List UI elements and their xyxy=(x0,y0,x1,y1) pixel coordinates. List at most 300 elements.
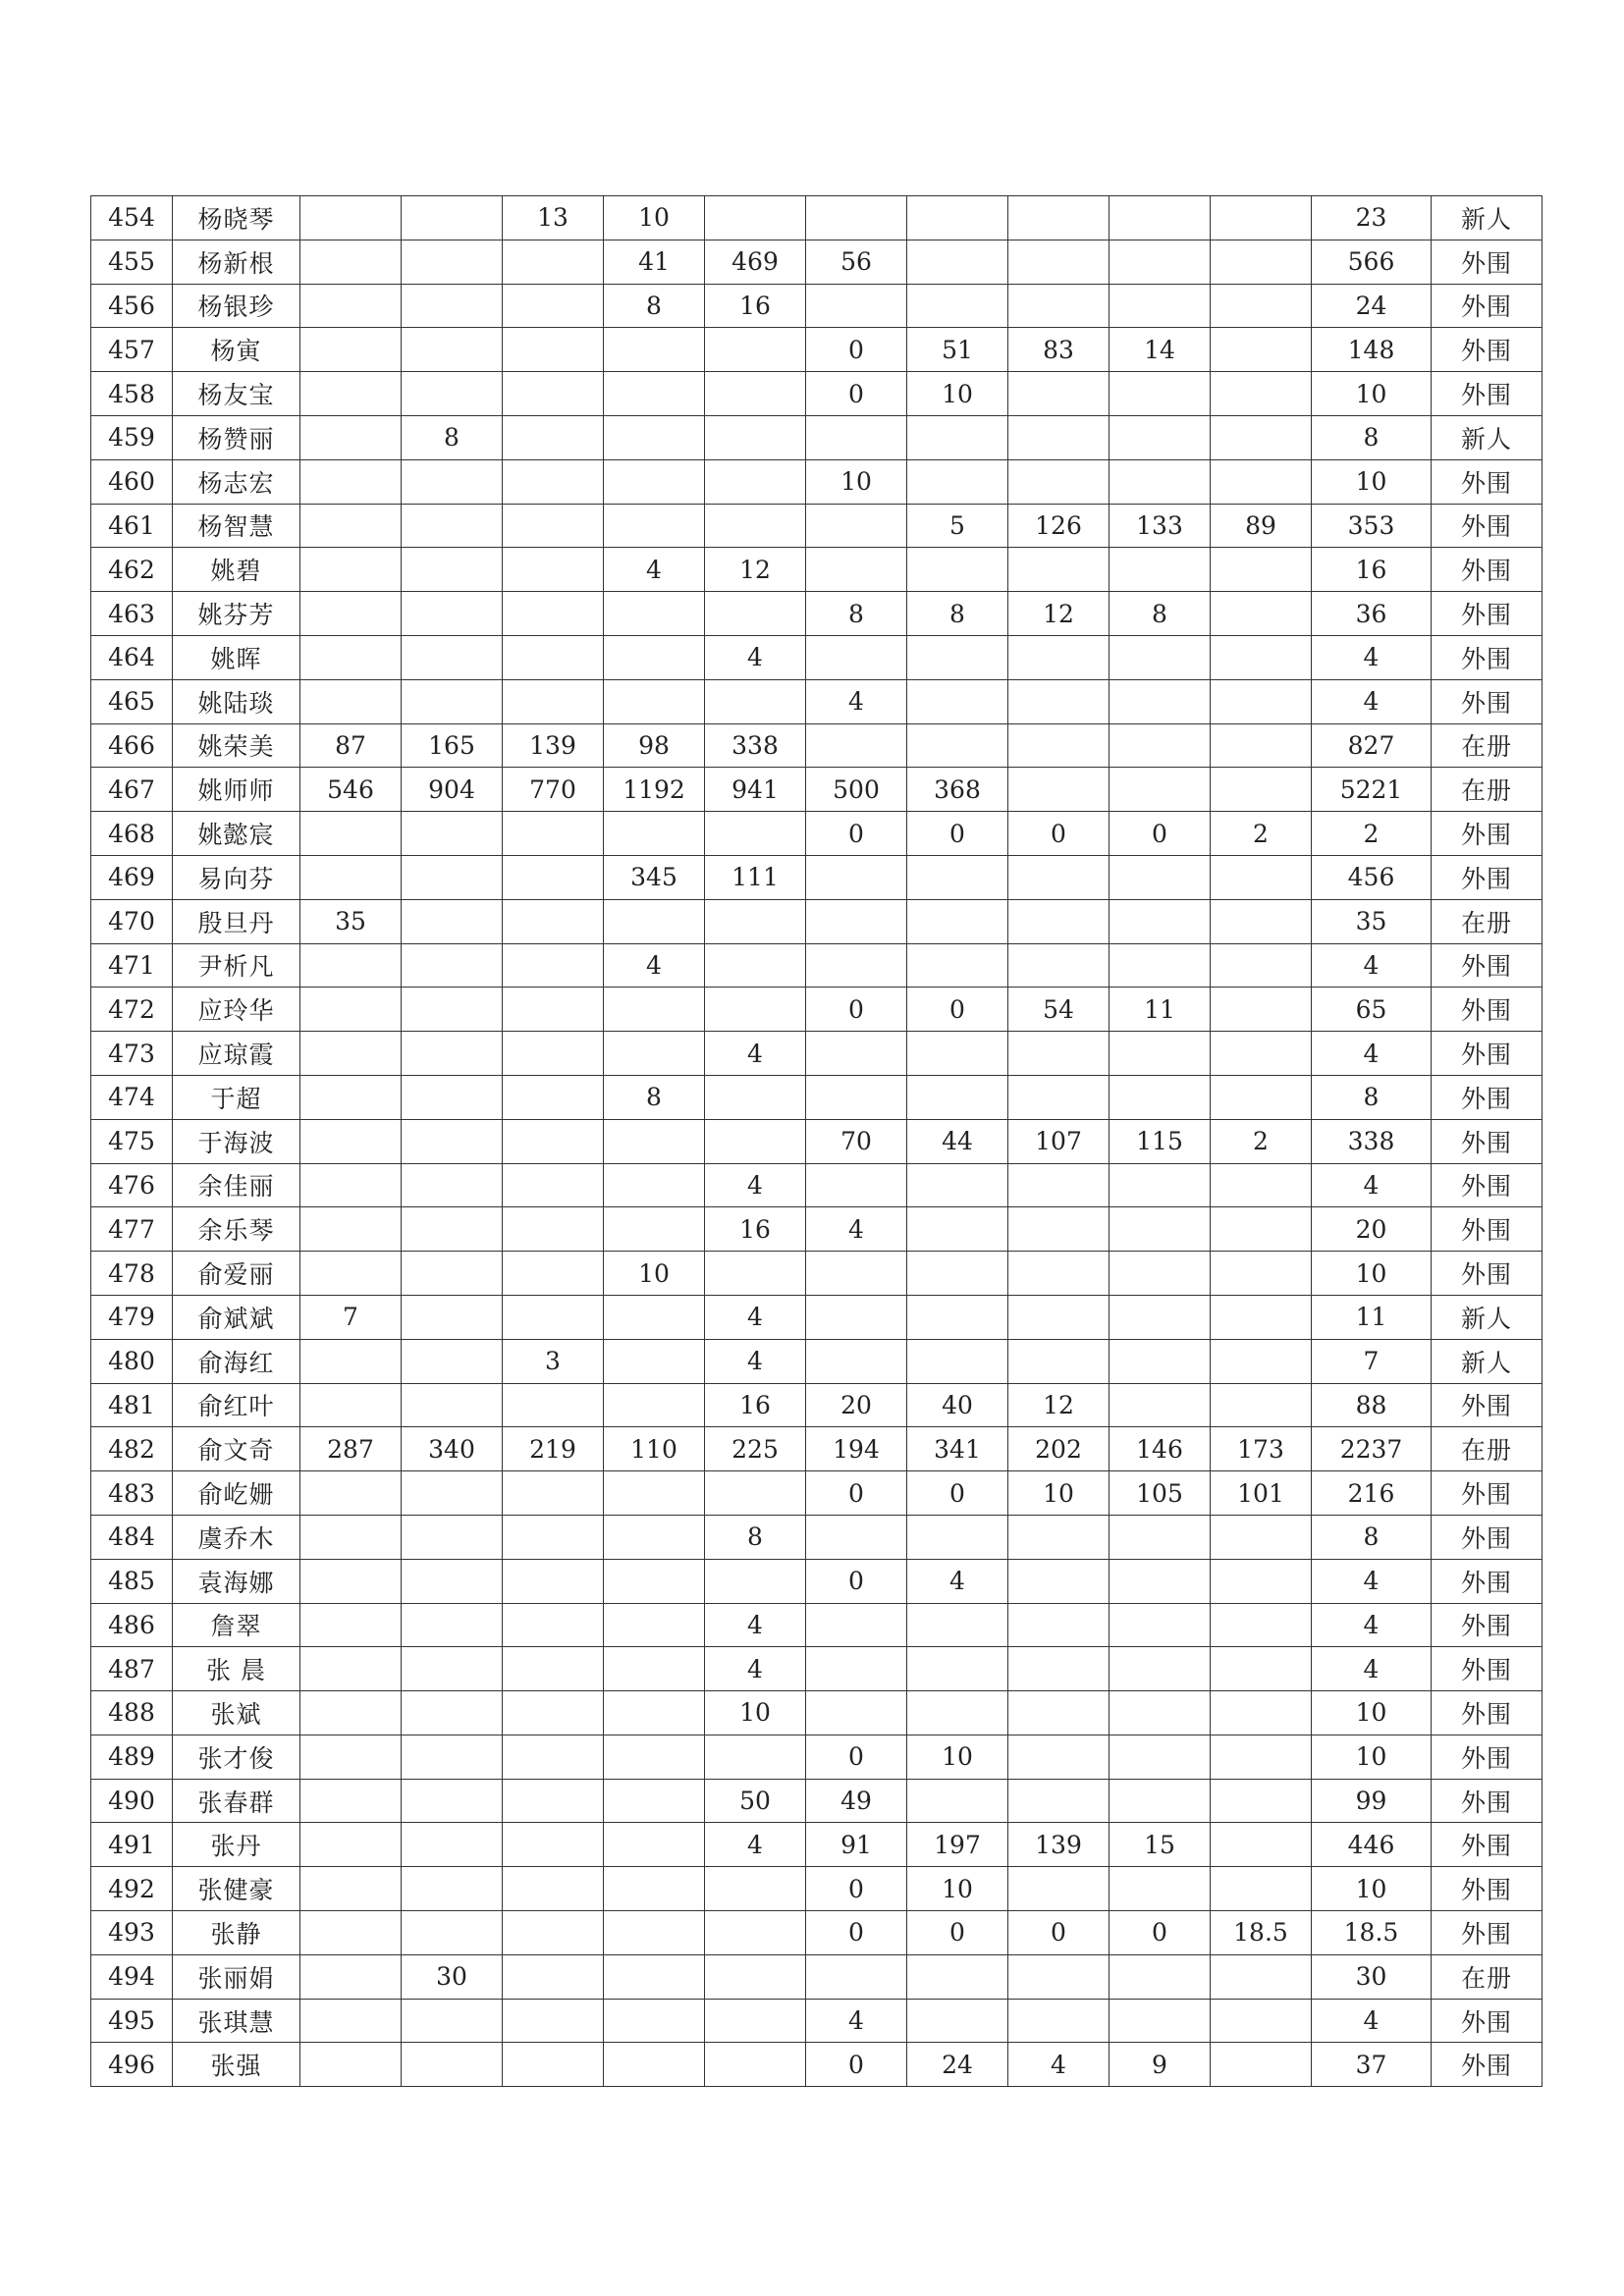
status-cell: 外围 xyxy=(1432,1779,1543,1823)
value-cell: 16 xyxy=(705,1207,806,1252)
row-number-cell: 465 xyxy=(91,679,173,723)
row-number-cell: 496 xyxy=(91,2043,173,2087)
name-cell: 张丹 xyxy=(173,1823,300,1867)
value-cell: 51 xyxy=(907,328,1008,372)
total-cell: 4 xyxy=(1312,1999,1432,2043)
value-cell xyxy=(1211,1823,1312,1867)
total-cell: 10 xyxy=(1312,459,1432,504)
value-cell: 4 xyxy=(1008,2043,1110,2087)
value-cell xyxy=(705,328,806,372)
value-cell xyxy=(907,240,1008,284)
value-cell: 4 xyxy=(604,943,705,988)
value-cell: 340 xyxy=(402,1427,503,1471)
value-cell: 139 xyxy=(1008,1823,1110,1867)
value-cell xyxy=(705,1471,806,1516)
value-cell xyxy=(1008,1075,1110,1119)
value-cell xyxy=(503,415,604,459)
name-cell: 姚芬芳 xyxy=(173,592,300,636)
total-cell: 36 xyxy=(1312,592,1432,636)
value-cell xyxy=(604,1471,705,1516)
table-row xyxy=(91,1295,1543,1339)
value-cell xyxy=(1211,196,1312,240)
value-cell xyxy=(503,1252,604,1296)
value-cell: 4 xyxy=(806,1207,907,1252)
row-number-cell: 466 xyxy=(91,723,173,768)
value-cell xyxy=(806,1647,907,1691)
value-cell xyxy=(604,1735,705,1779)
name-cell: 张琪慧 xyxy=(173,1999,300,2043)
value-cell xyxy=(300,1383,402,1427)
value-cell xyxy=(1211,1603,1312,1647)
value-cell: 8 xyxy=(907,592,1008,636)
total-cell: 65 xyxy=(1312,988,1432,1032)
total-cell: 4 xyxy=(1312,679,1432,723)
status-cell: 外围 xyxy=(1432,1119,1543,1163)
value-cell xyxy=(604,1207,705,1252)
value-cell xyxy=(402,1647,503,1691)
status-cell: 新人 xyxy=(1432,196,1543,240)
value-cell xyxy=(402,943,503,988)
value-cell xyxy=(1211,899,1312,943)
value-cell xyxy=(604,812,705,856)
value-cell: 4 xyxy=(907,1559,1008,1603)
value-cell xyxy=(402,1515,503,1559)
value-cell xyxy=(1211,1339,1312,1383)
status-cell: 外围 xyxy=(1432,284,1543,328)
value-cell xyxy=(806,723,907,768)
value-cell xyxy=(300,943,402,988)
table-row xyxy=(91,1911,1543,1955)
value-cell xyxy=(503,2043,604,2087)
value-cell xyxy=(1211,679,1312,723)
value-cell xyxy=(300,1823,402,1867)
row-number-cell: 495 xyxy=(91,1999,173,2043)
value-cell: 56 xyxy=(806,240,907,284)
value-cell xyxy=(1110,943,1211,988)
status-cell: 在册 xyxy=(1432,1954,1543,1999)
value-cell xyxy=(705,1252,806,1296)
value-cell xyxy=(1211,768,1312,812)
status-cell: 在册 xyxy=(1432,768,1543,812)
value-cell xyxy=(1008,1295,1110,1339)
table-row xyxy=(91,372,1543,416)
name-cell: 张春群 xyxy=(173,1779,300,1823)
table-row xyxy=(91,284,1543,328)
total-cell: 10 xyxy=(1312,372,1432,416)
value-cell xyxy=(1008,1515,1110,1559)
row-number-cell: 485 xyxy=(91,1559,173,1603)
value-cell xyxy=(503,1075,604,1119)
value-cell xyxy=(1211,855,1312,899)
value-cell: 0 xyxy=(907,1471,1008,1516)
value-cell: 87 xyxy=(300,723,402,768)
value-cell xyxy=(1008,855,1110,899)
value-cell xyxy=(604,1691,705,1735)
value-cell xyxy=(907,855,1008,899)
value-cell xyxy=(705,812,806,856)
value-cell: 4 xyxy=(806,1999,907,2043)
status-cell: 外围 xyxy=(1432,988,1543,1032)
value-cell: 10 xyxy=(907,1867,1008,1911)
value-cell xyxy=(1211,635,1312,679)
name-cell: 姚晖 xyxy=(173,635,300,679)
value-cell xyxy=(1008,548,1110,592)
name-cell: 张强 xyxy=(173,2043,300,2087)
name-cell: 俞文奇 xyxy=(173,1427,300,1471)
table-row xyxy=(91,2043,1543,2087)
value-cell xyxy=(907,1691,1008,1735)
value-cell xyxy=(705,988,806,1032)
value-cell xyxy=(402,635,503,679)
value-cell xyxy=(907,635,1008,679)
value-cell: 0 xyxy=(907,812,1008,856)
value-cell xyxy=(604,1999,705,2043)
value-cell xyxy=(705,1867,806,1911)
table-row xyxy=(91,1779,1543,1823)
total-cell: 4 xyxy=(1312,635,1432,679)
value-cell xyxy=(402,1163,503,1207)
total-cell: 20 xyxy=(1312,1207,1432,1252)
value-cell xyxy=(806,1515,907,1559)
value-cell xyxy=(1211,284,1312,328)
table-row xyxy=(91,1867,1543,1911)
value-cell xyxy=(1211,240,1312,284)
value-cell xyxy=(402,1075,503,1119)
value-cell xyxy=(705,1911,806,1955)
value-cell: 50 xyxy=(705,1779,806,1823)
status-cell: 外围 xyxy=(1432,943,1543,988)
value-cell xyxy=(503,1735,604,1779)
value-cell: 98 xyxy=(604,723,705,768)
value-cell xyxy=(402,1295,503,1339)
total-cell: 4 xyxy=(1312,943,1432,988)
value-cell: 18.5 xyxy=(1211,1911,1312,1955)
value-cell xyxy=(503,1163,604,1207)
value-cell xyxy=(1008,1163,1110,1207)
row-number-cell: 457 xyxy=(91,328,173,372)
value-cell xyxy=(503,240,604,284)
value-cell: 15 xyxy=(1110,1823,1211,1867)
total-cell: 99 xyxy=(1312,1779,1432,1823)
value-cell xyxy=(402,2043,503,2087)
value-cell: 12 xyxy=(705,548,806,592)
value-cell xyxy=(1211,2043,1312,2087)
value-cell xyxy=(300,988,402,1032)
name-cell: 姚懿宸 xyxy=(173,812,300,856)
total-cell: 4 xyxy=(1312,1163,1432,1207)
value-cell: 8 xyxy=(604,284,705,328)
value-cell xyxy=(1110,1999,1211,2043)
value-cell xyxy=(1110,899,1211,943)
value-cell xyxy=(705,899,806,943)
value-cell xyxy=(806,1163,907,1207)
status-cell: 外围 xyxy=(1432,1252,1543,1296)
name-cell: 杨寅 xyxy=(173,328,300,372)
value-cell: 10 xyxy=(604,196,705,240)
name-cell: 尹析凡 xyxy=(173,943,300,988)
row-number-cell: 467 xyxy=(91,768,173,812)
status-cell: 外围 xyxy=(1432,679,1543,723)
total-cell: 23 xyxy=(1312,196,1432,240)
status-cell: 外围 xyxy=(1432,504,1543,548)
table-row xyxy=(91,1647,1543,1691)
value-cell: 126 xyxy=(1008,504,1110,548)
value-cell: 10 xyxy=(705,1691,806,1735)
value-cell: 0 xyxy=(806,1911,907,1955)
value-cell: 165 xyxy=(402,723,503,768)
value-cell xyxy=(1110,1867,1211,1911)
value-cell xyxy=(1110,1691,1211,1735)
total-cell: 566 xyxy=(1312,240,1432,284)
value-cell xyxy=(1110,1032,1211,1076)
name-cell: 俞斌斌 xyxy=(173,1295,300,1339)
value-cell xyxy=(402,1999,503,2043)
value-cell xyxy=(705,1075,806,1119)
value-cell: 133 xyxy=(1110,504,1211,548)
value-cell xyxy=(402,679,503,723)
value-cell xyxy=(503,1207,604,1252)
value-cell: 10 xyxy=(1008,1471,1110,1516)
row-number-cell: 454 xyxy=(91,196,173,240)
value-cell xyxy=(300,1075,402,1119)
value-cell xyxy=(1110,1207,1211,1252)
value-cell xyxy=(1110,1735,1211,1779)
total-cell: 446 xyxy=(1312,1823,1432,1867)
value-cell xyxy=(1211,1691,1312,1735)
value-cell xyxy=(604,459,705,504)
value-cell xyxy=(503,1603,604,1647)
total-cell: 10 xyxy=(1312,1691,1432,1735)
total-cell: 24 xyxy=(1312,284,1432,328)
value-cell: 194 xyxy=(806,1427,907,1471)
value-cell xyxy=(1110,1603,1211,1647)
value-cell: 8 xyxy=(1110,592,1211,636)
value-cell xyxy=(1211,1647,1312,1691)
row-number-cell: 481 xyxy=(91,1383,173,1427)
value-cell: 10 xyxy=(806,459,907,504)
value-cell xyxy=(1008,1691,1110,1735)
name-cell: 张 晨 xyxy=(173,1647,300,1691)
value-cell xyxy=(402,1119,503,1163)
value-cell xyxy=(1008,372,1110,416)
value-cell xyxy=(604,1603,705,1647)
status-cell: 外围 xyxy=(1432,1867,1543,1911)
value-cell xyxy=(705,679,806,723)
total-cell: 338 xyxy=(1312,1119,1432,1163)
value-cell xyxy=(1008,768,1110,812)
row-number-cell: 468 xyxy=(91,812,173,856)
value-cell: 12 xyxy=(1008,1383,1110,1427)
row-number-cell: 487 xyxy=(91,1647,173,1691)
value-cell xyxy=(1008,635,1110,679)
total-cell: 5221 xyxy=(1312,768,1432,812)
value-cell xyxy=(604,1032,705,1076)
name-cell: 杨银珍 xyxy=(173,284,300,328)
value-cell: 146 xyxy=(1110,1427,1211,1471)
value-cell xyxy=(1211,1735,1312,1779)
value-cell xyxy=(1008,1252,1110,1296)
value-cell xyxy=(907,899,1008,943)
total-cell: 16 xyxy=(1312,548,1432,592)
value-cell xyxy=(503,943,604,988)
row-number-cell: 478 xyxy=(91,1252,173,1296)
row-number-cell: 486 xyxy=(91,1603,173,1647)
value-cell: 7 xyxy=(300,1295,402,1339)
name-cell: 俞屹姗 xyxy=(173,1471,300,1516)
value-cell xyxy=(1008,1735,1110,1779)
value-cell: 2 xyxy=(1211,812,1312,856)
value-cell xyxy=(1008,1032,1110,1076)
row-number-cell: 473 xyxy=(91,1032,173,1076)
row-number-cell: 456 xyxy=(91,284,173,328)
value-cell xyxy=(604,1119,705,1163)
value-cell: 4 xyxy=(705,1163,806,1207)
value-cell xyxy=(402,1867,503,1911)
name-cell: 姚荣美 xyxy=(173,723,300,768)
total-cell: 88 xyxy=(1312,1383,1432,1427)
value-cell xyxy=(806,1252,907,1296)
value-cell xyxy=(300,196,402,240)
value-cell: 11 xyxy=(1110,988,1211,1032)
value-cell xyxy=(1008,1207,1110,1252)
value-cell xyxy=(705,2043,806,2087)
value-cell: 197 xyxy=(907,1823,1008,1867)
value-cell xyxy=(604,372,705,416)
value-cell xyxy=(907,1295,1008,1339)
value-cell: 10 xyxy=(907,1735,1008,1779)
value-cell: 0 xyxy=(1008,1911,1110,1955)
value-cell xyxy=(1110,1559,1211,1603)
value-cell xyxy=(1110,284,1211,328)
value-cell xyxy=(1008,1779,1110,1823)
value-cell: 9 xyxy=(1110,2043,1211,2087)
value-cell xyxy=(604,1383,705,1427)
row-number-cell: 480 xyxy=(91,1339,173,1383)
table-row xyxy=(91,768,1543,812)
value-cell: 8 xyxy=(705,1515,806,1559)
table-row xyxy=(91,1559,1543,1603)
value-cell xyxy=(907,284,1008,328)
value-cell xyxy=(907,1999,1008,2043)
value-cell xyxy=(1110,548,1211,592)
value-cell: 0 xyxy=(907,988,1008,1032)
status-cell: 外围 xyxy=(1432,1032,1543,1076)
value-cell xyxy=(1110,1163,1211,1207)
row-number-cell: 483 xyxy=(91,1471,173,1516)
value-cell xyxy=(402,812,503,856)
value-cell xyxy=(503,1471,604,1516)
value-cell xyxy=(300,372,402,416)
status-cell: 外围 xyxy=(1432,1075,1543,1119)
value-cell xyxy=(402,1823,503,1867)
value-cell xyxy=(300,1032,402,1076)
table-row xyxy=(91,592,1543,636)
value-cell xyxy=(503,504,604,548)
value-cell: 469 xyxy=(705,240,806,284)
total-cell: 10 xyxy=(1312,1867,1432,1911)
value-cell xyxy=(402,328,503,372)
value-cell xyxy=(1110,768,1211,812)
value-cell: 83 xyxy=(1008,328,1110,372)
value-cell xyxy=(705,415,806,459)
value-cell xyxy=(503,1295,604,1339)
name-cell: 殷旦丹 xyxy=(173,899,300,943)
value-cell xyxy=(300,284,402,328)
value-cell xyxy=(1211,1207,1312,1252)
value-cell: 0 xyxy=(806,812,907,856)
value-cell xyxy=(907,1779,1008,1823)
value-cell xyxy=(300,1163,402,1207)
value-cell xyxy=(300,1735,402,1779)
table-row xyxy=(91,899,1543,943)
value-cell xyxy=(1110,1515,1211,1559)
row-number-cell: 491 xyxy=(91,1823,173,1867)
value-cell xyxy=(402,284,503,328)
value-cell xyxy=(503,372,604,416)
name-cell: 姚碧 xyxy=(173,548,300,592)
name-cell: 易向芬 xyxy=(173,855,300,899)
total-cell: 2237 xyxy=(1312,1427,1432,1471)
total-cell: 37 xyxy=(1312,2043,1432,2087)
value-cell: 546 xyxy=(300,768,402,812)
value-cell xyxy=(503,548,604,592)
value-cell: 16 xyxy=(705,284,806,328)
value-cell xyxy=(806,415,907,459)
table-row xyxy=(91,1032,1543,1076)
row-number-cell: 474 xyxy=(91,1075,173,1119)
value-cell xyxy=(402,196,503,240)
status-cell: 在册 xyxy=(1432,1427,1543,1471)
name-cell: 俞海红 xyxy=(173,1339,300,1383)
value-cell: 4 xyxy=(604,548,705,592)
status-cell: 外围 xyxy=(1432,1559,1543,1603)
value-cell xyxy=(907,1207,1008,1252)
value-cell xyxy=(1008,1603,1110,1647)
value-cell xyxy=(402,504,503,548)
value-cell: 40 xyxy=(907,1383,1008,1427)
total-cell: 30 xyxy=(1312,1954,1432,1999)
name-cell: 俞红叶 xyxy=(173,1383,300,1427)
value-cell: 1192 xyxy=(604,768,705,812)
value-cell: 91 xyxy=(806,1823,907,1867)
value-cell xyxy=(1110,1252,1211,1296)
value-cell xyxy=(907,1032,1008,1076)
value-cell xyxy=(402,1559,503,1603)
value-cell xyxy=(402,855,503,899)
value-cell: 111 xyxy=(705,855,806,899)
value-cell xyxy=(705,1119,806,1163)
value-cell xyxy=(300,328,402,372)
value-cell: 10 xyxy=(604,1252,705,1296)
value-cell xyxy=(503,1647,604,1691)
value-cell xyxy=(1211,1867,1312,1911)
table-row xyxy=(91,196,1543,240)
value-cell: 0 xyxy=(806,988,907,1032)
name-cell: 张静 xyxy=(173,1911,300,1955)
value-cell xyxy=(806,1032,907,1076)
value-cell xyxy=(705,1954,806,1999)
table-row xyxy=(91,1515,1543,1559)
value-cell xyxy=(806,943,907,988)
value-cell: 105 xyxy=(1110,1471,1211,1516)
value-cell xyxy=(300,1647,402,1691)
value-cell xyxy=(300,1691,402,1735)
name-cell: 张斌 xyxy=(173,1691,300,1735)
value-cell xyxy=(300,1954,402,1999)
value-cell xyxy=(300,635,402,679)
value-cell xyxy=(1110,1954,1211,1999)
value-cell xyxy=(1110,1295,1211,1339)
